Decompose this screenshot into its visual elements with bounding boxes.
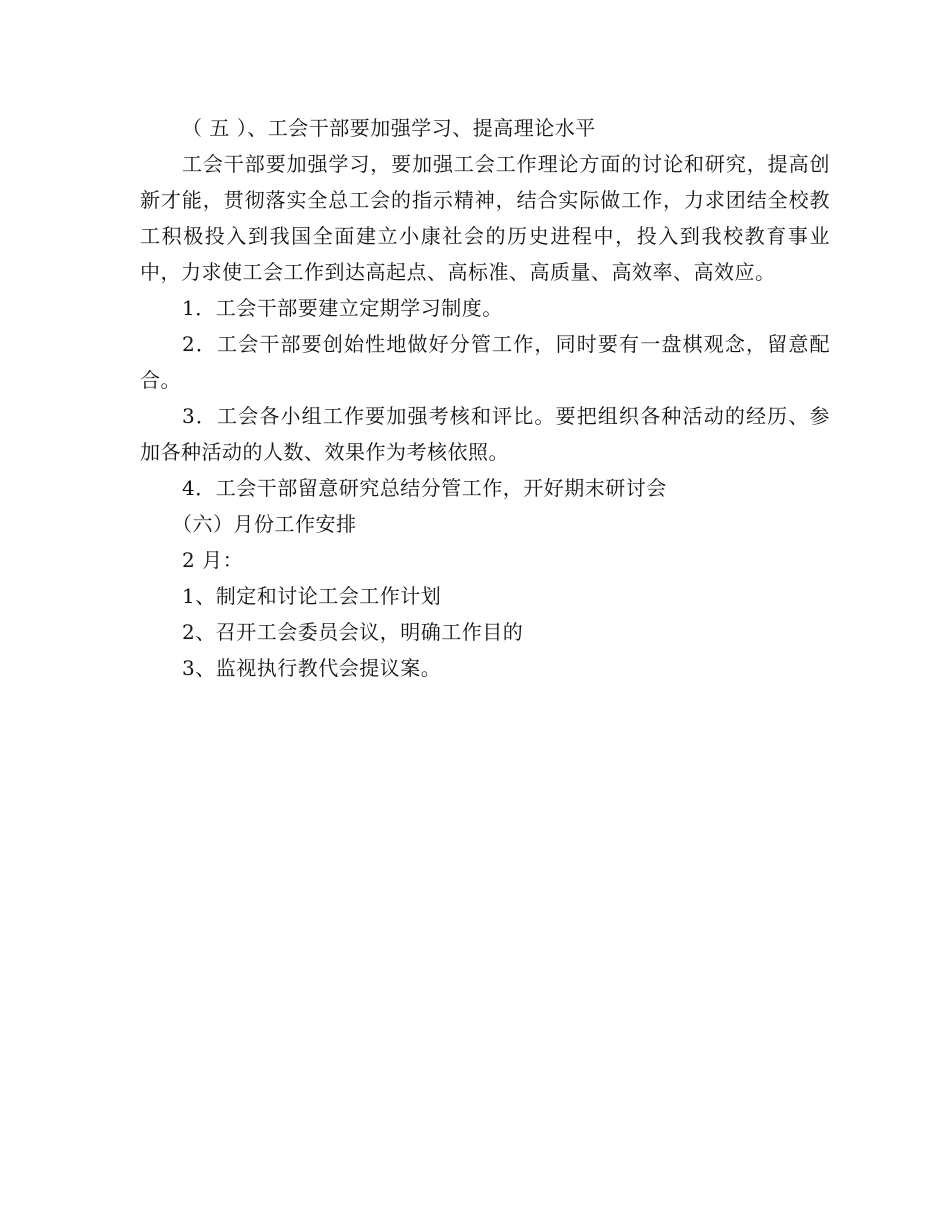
section-heading-5: （ 五 ）、工会干部要加强学习、提高理论水平	[182, 116, 596, 140]
section-heading-6: （六）月份工作安排	[172, 512, 357, 536]
month-item-3: 3、监视执行教代会提议案。	[182, 656, 442, 680]
list-item-4: 4．工会干部留意研究总结分管工作，开好期末研讨会	[182, 476, 667, 500]
month-item-2: 2、召开工会委员会议，明确工作目的	[182, 620, 524, 644]
document-body	[140, 110, 830, 686]
list-item-3: 3．工会各小组工作要加强考核和评比。要把组织各种活动的经历、参加各种活动的人数、效果作为考核依照。	[140, 404, 830, 464]
month-label: 2 月：	[182, 548, 244, 572]
month-item-1: 1、制定和讨论工会工作计划	[182, 584, 442, 608]
intro-paragraph: 工会干部要加强学习，要加强工会工作理论方面的讨论和研究，提高创新才能，贯彻落实全总工会的指示精神，结合实际做工作，力求团结全校教工积极投入到我国全面建立小康社会的历史进程中，投入到我校教育事业中，力求使工会工作到达高起点、高标准、高质量、高效率、高效应。	[140, 152, 830, 284]
list-item-1: 1．工会干部要建立定期学习制度。	[182, 296, 503, 320]
list-item-2: 2．工会干部要创始性地做好分管工作，同时要有一盘棋观念，留意配合。	[140, 332, 830, 392]
